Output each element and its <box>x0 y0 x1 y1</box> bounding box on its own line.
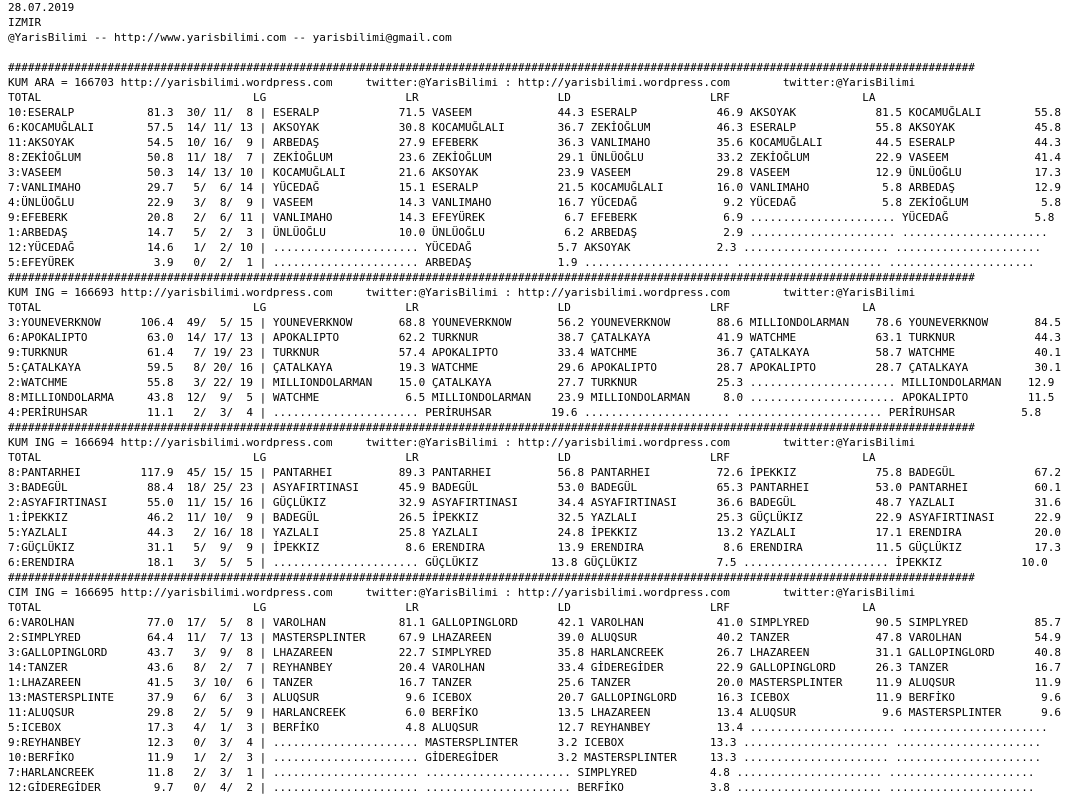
text-line: 2:WATCHME 55.8 3/ 22/ 19 | MILLIONDOLARMAN 15.0 ÇATALKAYA 27.7 TURKNUR 25.3 ...................... MILLIONDOLARMAN 12.9 <box>8 376 1055 389</box>
text-line: 11:ALUQSUR 29.8 2/ 5/ 9 | HARLANCREEK 6.0 BERFİKO 13.5 LHAZAREEN 13.4 ALUQSUR 9.6 MASTERSPLINTER 9.6 <box>8 706 1061 719</box>
text-line: 10:ESERALP 81.3 30/ 11/ 8 | ESERALP 71.5 VASEEM 44.3 ESERALP 46.9 AKSOYAK 81.5 KOCAMUĞLALI 55.8 <box>8 106 1061 119</box>
text-line: 3:YOUNEVERKNOW 106.4 49/ 5/ 15 | YOUNEVERKNOW 68.8 YOUNEVERKNOW 56.2 YOUNEVERKNOW 88.6 MILLIONDOLARMAN 78.6 YOUNEVERKNOW 84.5 <box>8 316 1061 329</box>
text-line: 1:İPEKKIZ 46.2 11/ 10/ 9 | BADEGÜL 26.5 İPEKKIZ 32.5 YAZLALI 25.3 GÜÇLÜKIZ 22.9 ASYAFIRTINASI 22.9 <box>8 511 1061 524</box>
text-line: 5:EFEYÜREK 3.9 0/ 2/ 1 | ...................... ARBEDAŞ 1.9 ...................... ...................... ...................... <box>8 256 1035 269</box>
text-line: 1:ARBEDAŞ 14.7 5/ 2/ 3 | ÜNLÜOĞLU 10.0 ÜNLÜOĞLU 6.2 ARBEDAŞ 2.9 ...................... ...................... <box>8 226 1048 239</box>
separator-line: ################################################################################################################################################## <box>8 61 975 74</box>
text-line: 6:APOKALIPTO 63.0 14/ 17/ 13 | APOKALIPTO 62.2 TURKNUR 38.7 ÇATALKAYA 41.9 WATCHME 63.1 TURKNUR 44.3 <box>8 331 1061 344</box>
text-line: 9:REYHANBEY 12.3 0/ 3/ 4 | ...................... MASTERSPLINTER 3.2 ICEBOX 13.3 ...................... ...................... <box>8 736 1042 749</box>
text-line: 3:BADEGÜL 88.4 18/ 25/ 23 | ASYAFIRTINASI 45.9 BADEGÜL 53.0 BADEGÜL 65.3 PANTARHEI 53.0 PANTARHEI 60.1 <box>8 481 1061 494</box>
text-line: TOTAL LG LR LD LRF LA <box>8 601 876 614</box>
text-line: 12:GİDEREGİDER 9.7 0/ 4/ 2 | ...................... ...................... BERFİKO 3.8 ...................... ...................... <box>8 781 1035 794</box>
text-line: 12:YÜCEDAĞ 14.6 1/ 2/ 10 | ...................... YÜCEDAĞ 5.7 AKSOYAK 2.3 ...................... ...................... <box>8 241 1042 254</box>
text-line: 9:TURKNUR 61.4 7/ 19/ 23 | TURKNUR 57.4 APOKALIPTO 33.4 WATCHME 36.7 ÇATALKAYA 58.7 WATCHME 40.1 <box>8 346 1061 359</box>
text-line: 8:MILLIONDOLARMA 43.8 12/ 9/ 5 | WATCHME 6.5 MILLIONDOLARMAN 23.9 MILLIONDOLARMAN 8.0 ...................... APOKALIPTO 11.5 <box>8 391 1055 404</box>
text-line: 14:TANZER 43.6 8/ 2/ 7 | REYHANBEY 20.4 VAROLHAN 33.4 GİDEREGİDER 22.9 GALLOPINGLORD 26.3 TANZER 16.7 <box>8 661 1061 674</box>
text-line: @YarisBilimi -- http://www.yarisbilimi.com -- yarisbilimi@gmail.com <box>8 31 452 44</box>
text-line: 10:BERFİKO 11.9 1/ 2/ 3 | ...................... GİDEREGİDER 3.2 MASTERSPLINTER 13.3 ...................... ...................... <box>8 751 1042 764</box>
text-line: 13:MASTERSPLINTE 37.9 6/ 6/ 3 | ALUQSUR 9.6 ICEBOX 20.7 GALLOPINGLORD 16.3 ICEBOX 11.9 BERFİKO 9.6 <box>8 691 1061 704</box>
text-line: 1:LHAZAREEN 41.5 3/ 10/ 6 | TANZER 16.7 TANZER 25.6 TANZER 20.0 MASTERSPLINTER 11.9 ALUQSUR 11.9 <box>8 676 1061 689</box>
text-line: 5:ÇATALKAYA 59.5 8/ 20/ 16 | ÇATALKAYA 19.3 WATCHME 29.6 APOKALIPTO 28.7 APOKALIPTO 28.7 ÇATALKAYA 30.1 <box>8 361 1061 374</box>
text-line: 8:PANTARHEI 117.9 45/ 15/ 15 | PANTARHEI 89.3 PANTARHEI 56.8 PANTARHEI 72.6 İPEKKIZ 75.8 BADEGÜL 67.2 <box>8 466 1061 479</box>
text-line: 3:GALLOPINGLORD 43.7 3/ 9/ 8 | LHAZAREEN 22.7 SIMPLYRED 35.8 HARLANCREEK 26.7 LHAZAREEN 31.1 GALLOPINGLORD 40.8 <box>8 646 1061 659</box>
text-line: 6:ERENDIRA 18.1 3/ 5/ 5 | ...................... GÜÇLÜKIZ 13.8 GÜÇLÜKIZ 7.5 ...................... İPEKKIZ 10.0 <box>8 556 1048 569</box>
text-line: TOTAL LG LR LD LRF LA <box>8 451 876 464</box>
text-line: 7:HARLANCREEK 11.8 2/ 3/ 1 | ...................... ...................... SIMPLYRED 4.8 ...................... ...................... <box>8 766 1035 779</box>
separator-line: ################################################################################################################################################## <box>8 421 975 434</box>
text-line: 28.07.2019 <box>8 1 75 14</box>
text-line: 4:ÜNLÜOĞLU 22.9 3/ 8/ 9 | VASEEM 14.3 VANLIMAHO 16.7 YÜCEDAĞ 9.2 YÜCEDAĞ 5.8 ZEKİOĞLUM 5.8 <box>8 196 1061 209</box>
text-line: TOTAL LG LR LD LRF LA <box>8 301 876 314</box>
text-line: 7:GÜÇLÜKIZ 31.1 5/ 9/ 9 | İPEKKIZ 8.6 ERENDIRA 13.9 ERENDIRA 8.6 ERENDIRA 11.5 GÜÇLÜKIZ 17.3 <box>8 541 1061 554</box>
text-line: 8:ZEKİOĞLUM 50.8 11/ 18/ 7 | ZEKİOĞLUM 23.6 ZEKİOĞLUM 29.1 ÜNLÜOĞLU 33.2 ZEKİOĞLUM 22.9 VASEEM 41.4 <box>8 151 1061 164</box>
separator-line: ################################################################################################################################################## <box>8 271 975 284</box>
text-line: 11:AKSOYAK 54.5 10/ 16/ 9 | ARBEDAŞ 27.9 EFEBERK 36.3 VANLIMAHO 35.6 KOCAMUĞLALI 44.5 ESERALP 44.3 <box>8 136 1061 149</box>
text-line <box>8 45 1089 60</box>
separator-line: ################################################################################################################################################## <box>8 571 975 584</box>
text-line: 5:YAZLALI 44.3 2/ 16/ 18 | YAZLALI 25.8 YAZLALI 24.8 İPEKKIZ 13.2 YAZLALI 17.1 ERENDIRA 20.0 <box>8 526 1061 539</box>
text-line: KUM ING = 166693 http://yarisbilimi.wordpress.com twitter:@YarisBilimi : http://yarisbilimi.wordpress.com twitter:@YarisBilimi <box>8 286 916 299</box>
text-line: 6:VAROLHAN 77.0 17/ 5/ 8 | VAROLHAN 81.1 GALLOPINGLORD 42.1 VAROLHAN 41.0 SIMPLYRED 90.5 SIMPLYRED 85.7 <box>8 616 1061 629</box>
text-line: 9:EFEBERK 20.8 2/ 6/ 11 | VANLIMAHO 14.3 EFEYÜREK 6.7 EFEBERK 6.9 ...................... YÜCEDAĞ 5.8 <box>8 211 1055 224</box>
text-line: IZMIR <box>8 16 42 29</box>
text-line: 7:VANLIMAHO 29.7 5/ 6/ 14 | YÜCEDAĞ 15.1 ESERALP 21.5 KOCAMUĞLALI 16.0 VANLIMAHO 5.8 ARBEDAŞ 12.9 <box>8 181 1061 194</box>
text-line: 5:ICEBOX 17.3 4/ 1/ 3 | BERFİKO 4.8 ALUQSUR 12.7 REYHANBEY 13.4 ...................... ...................... <box>8 721 1048 734</box>
text-line: 2:ASYAFIRTINASI 55.0 11/ 15/ 16 | GÜÇLÜKIZ 32.9 ASYAFIRTINASI 34.4 ASYAFIRTINASI 36.6 BADEGÜL 48.7 YAZLALI 31.6 <box>8 496 1061 509</box>
text-line: CIM ING = 166695 http://yarisbilimi.wordpress.com twitter:@YarisBilimi : http://yarisbilimi.wordpress.com twitter:@YarisBilimi <box>8 586 916 599</box>
text-line: KUM ING = 166694 http://yarisbilimi.wordpress.com twitter:@YarisBilimi : http://yarisbilimi.wordpress.com twitter:@YarisBilimi <box>8 436 916 449</box>
text-line: 4:PERİRUHSAR 11.1 2/ 3/ 4 | ...................... PERİRUHSAR 19.6 ...................... ...................... PERİRUHSAR 5.8 <box>8 406 1042 419</box>
text-line: 2:SIMPLYRED 64.4 11/ 7/ 13 | MASTERSPLINTER 67.9 LHAZAREEN 39.0 ALUQSUR 40.2 TANZER 47.8 VAROLHAN 54.9 <box>8 631 1061 644</box>
text-line: 6:KOCAMUĞLALI 57.5 14/ 11/ 13 | AKSOYAK 30.8 KOCAMUĞLALI 36.7 ZEKİOĞLUM 46.3 ESERALP 55.8 AKSOYAK 45.8 <box>8 121 1061 134</box>
text-line: TOTAL LG LR LD LRF LA <box>8 91 876 104</box>
text-line: 3:VASEEM 50.3 14/ 13/ 10 | KOCAMUĞLALI 21.6 AKSOYAK 23.9 VASEEM 29.8 VASEEM 12.9 ÜNLÜOĞLU 17.3 <box>8 166 1061 179</box>
text-line: KUM ARA = 166703 http://yarisbilimi.wordpress.com twitter:@YarisBilimi : http://yarisbilimi.wordpress.com twitter:@YarisBilimi <box>8 76 916 89</box>
